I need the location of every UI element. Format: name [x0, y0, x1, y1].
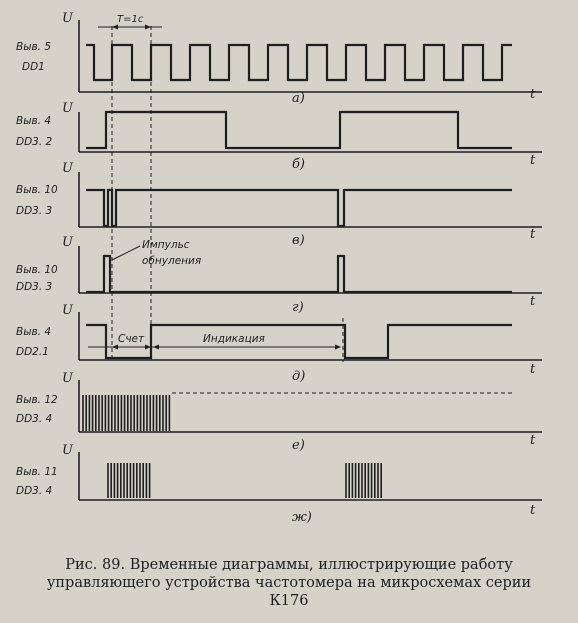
row-a-chip-label: DD1 — [22, 61, 45, 73]
waveform-g-burst-2 — [346, 463, 381, 498]
t-letter: t — [530, 227, 536, 242]
row-a-pin-label: Выв. 5 — [16, 41, 52, 53]
waveform-c-signal — [86, 190, 512, 226]
u-letter: U — [62, 235, 73, 250]
u-letter: U — [62, 11, 73, 26]
row-d-pin-label: Выв. 10 — [16, 264, 58, 276]
t-letter: t — [530, 153, 536, 168]
row-f-chip-label: DD3. 4 — [16, 413, 53, 425]
u-letter: U — [62, 101, 73, 116]
row-e-pin-label: Выв. 4 — [16, 326, 52, 338]
row-d-chip-label: DD3. 3 — [16, 281, 53, 293]
panel-letter-a: а) — [292, 91, 305, 106]
t-letter: t — [530, 294, 536, 309]
row-g-pin-label: Выв. 11 — [16, 466, 58, 478]
period-label: T=1c — [117, 14, 144, 25]
u-axis-letters — [62, 11, 74, 458]
reset-pulse-leader — [112, 246, 140, 260]
caption-line-1: Рис. 89. Временные диаграммы, иллюстрирующие работу — [65, 557, 513, 573]
caption-line-3: К176 — [269, 593, 309, 609]
caption-line-2: управляющего устройства частотомера на микросхемах серии — [46, 575, 532, 591]
panel-letter-e: д) — [292, 369, 306, 384]
waveform-a-clock — [86, 45, 512, 80]
panel-letter-f: е) — [292, 438, 305, 453]
u-letter: U — [62, 443, 73, 458]
waveform-e-count-display — [86, 325, 512, 358]
row-c-chip-label: DD3. 3 — [16, 205, 53, 217]
panel-letter-c: в) — [292, 233, 305, 248]
t-letter: t — [530, 87, 536, 102]
row-labels — [16, 41, 58, 497]
reset-pulse-label-line1: Импульс — [142, 239, 190, 251]
row-c-pin-label: Выв. 10 — [16, 184, 58, 196]
reset-pulse-label-line2: обнуления — [142, 255, 202, 267]
panel-letter-b: б) — [292, 157, 306, 172]
row-g-chip-label: DD3. 4 — [16, 485, 53, 497]
panel-letter-g: ж) — [292, 510, 312, 525]
display-label: Индикация — [203, 333, 265, 345]
t-letter: t — [530, 362, 536, 377]
u-letter: U — [62, 371, 73, 386]
row-b-pin-label: Выв. 4 — [16, 115, 52, 127]
u-letter: U — [62, 303, 73, 318]
reference-lines — [112, 26, 343, 362]
waveform-b-gate — [86, 112, 512, 148]
t-letter: t — [530, 503, 536, 518]
u-letter: U — [62, 161, 73, 176]
row-e-chip-label: DD2.1 — [16, 346, 49, 358]
waveform-f-burst — [83, 395, 169, 431]
row-b-chip-label: DD3. 2 — [16, 136, 53, 148]
panel-letters — [292, 91, 312, 525]
t-letter: t — [530, 433, 536, 448]
panel-letter-d: г) — [292, 300, 304, 315]
period-marker — [98, 14, 162, 30]
waveform-g-burst-1 — [108, 463, 150, 498]
figure-caption — [6, 556, 572, 610]
count-label: Счет — [118, 333, 145, 345]
row-f-pin-label: Выв. 12 — [16, 394, 58, 406]
